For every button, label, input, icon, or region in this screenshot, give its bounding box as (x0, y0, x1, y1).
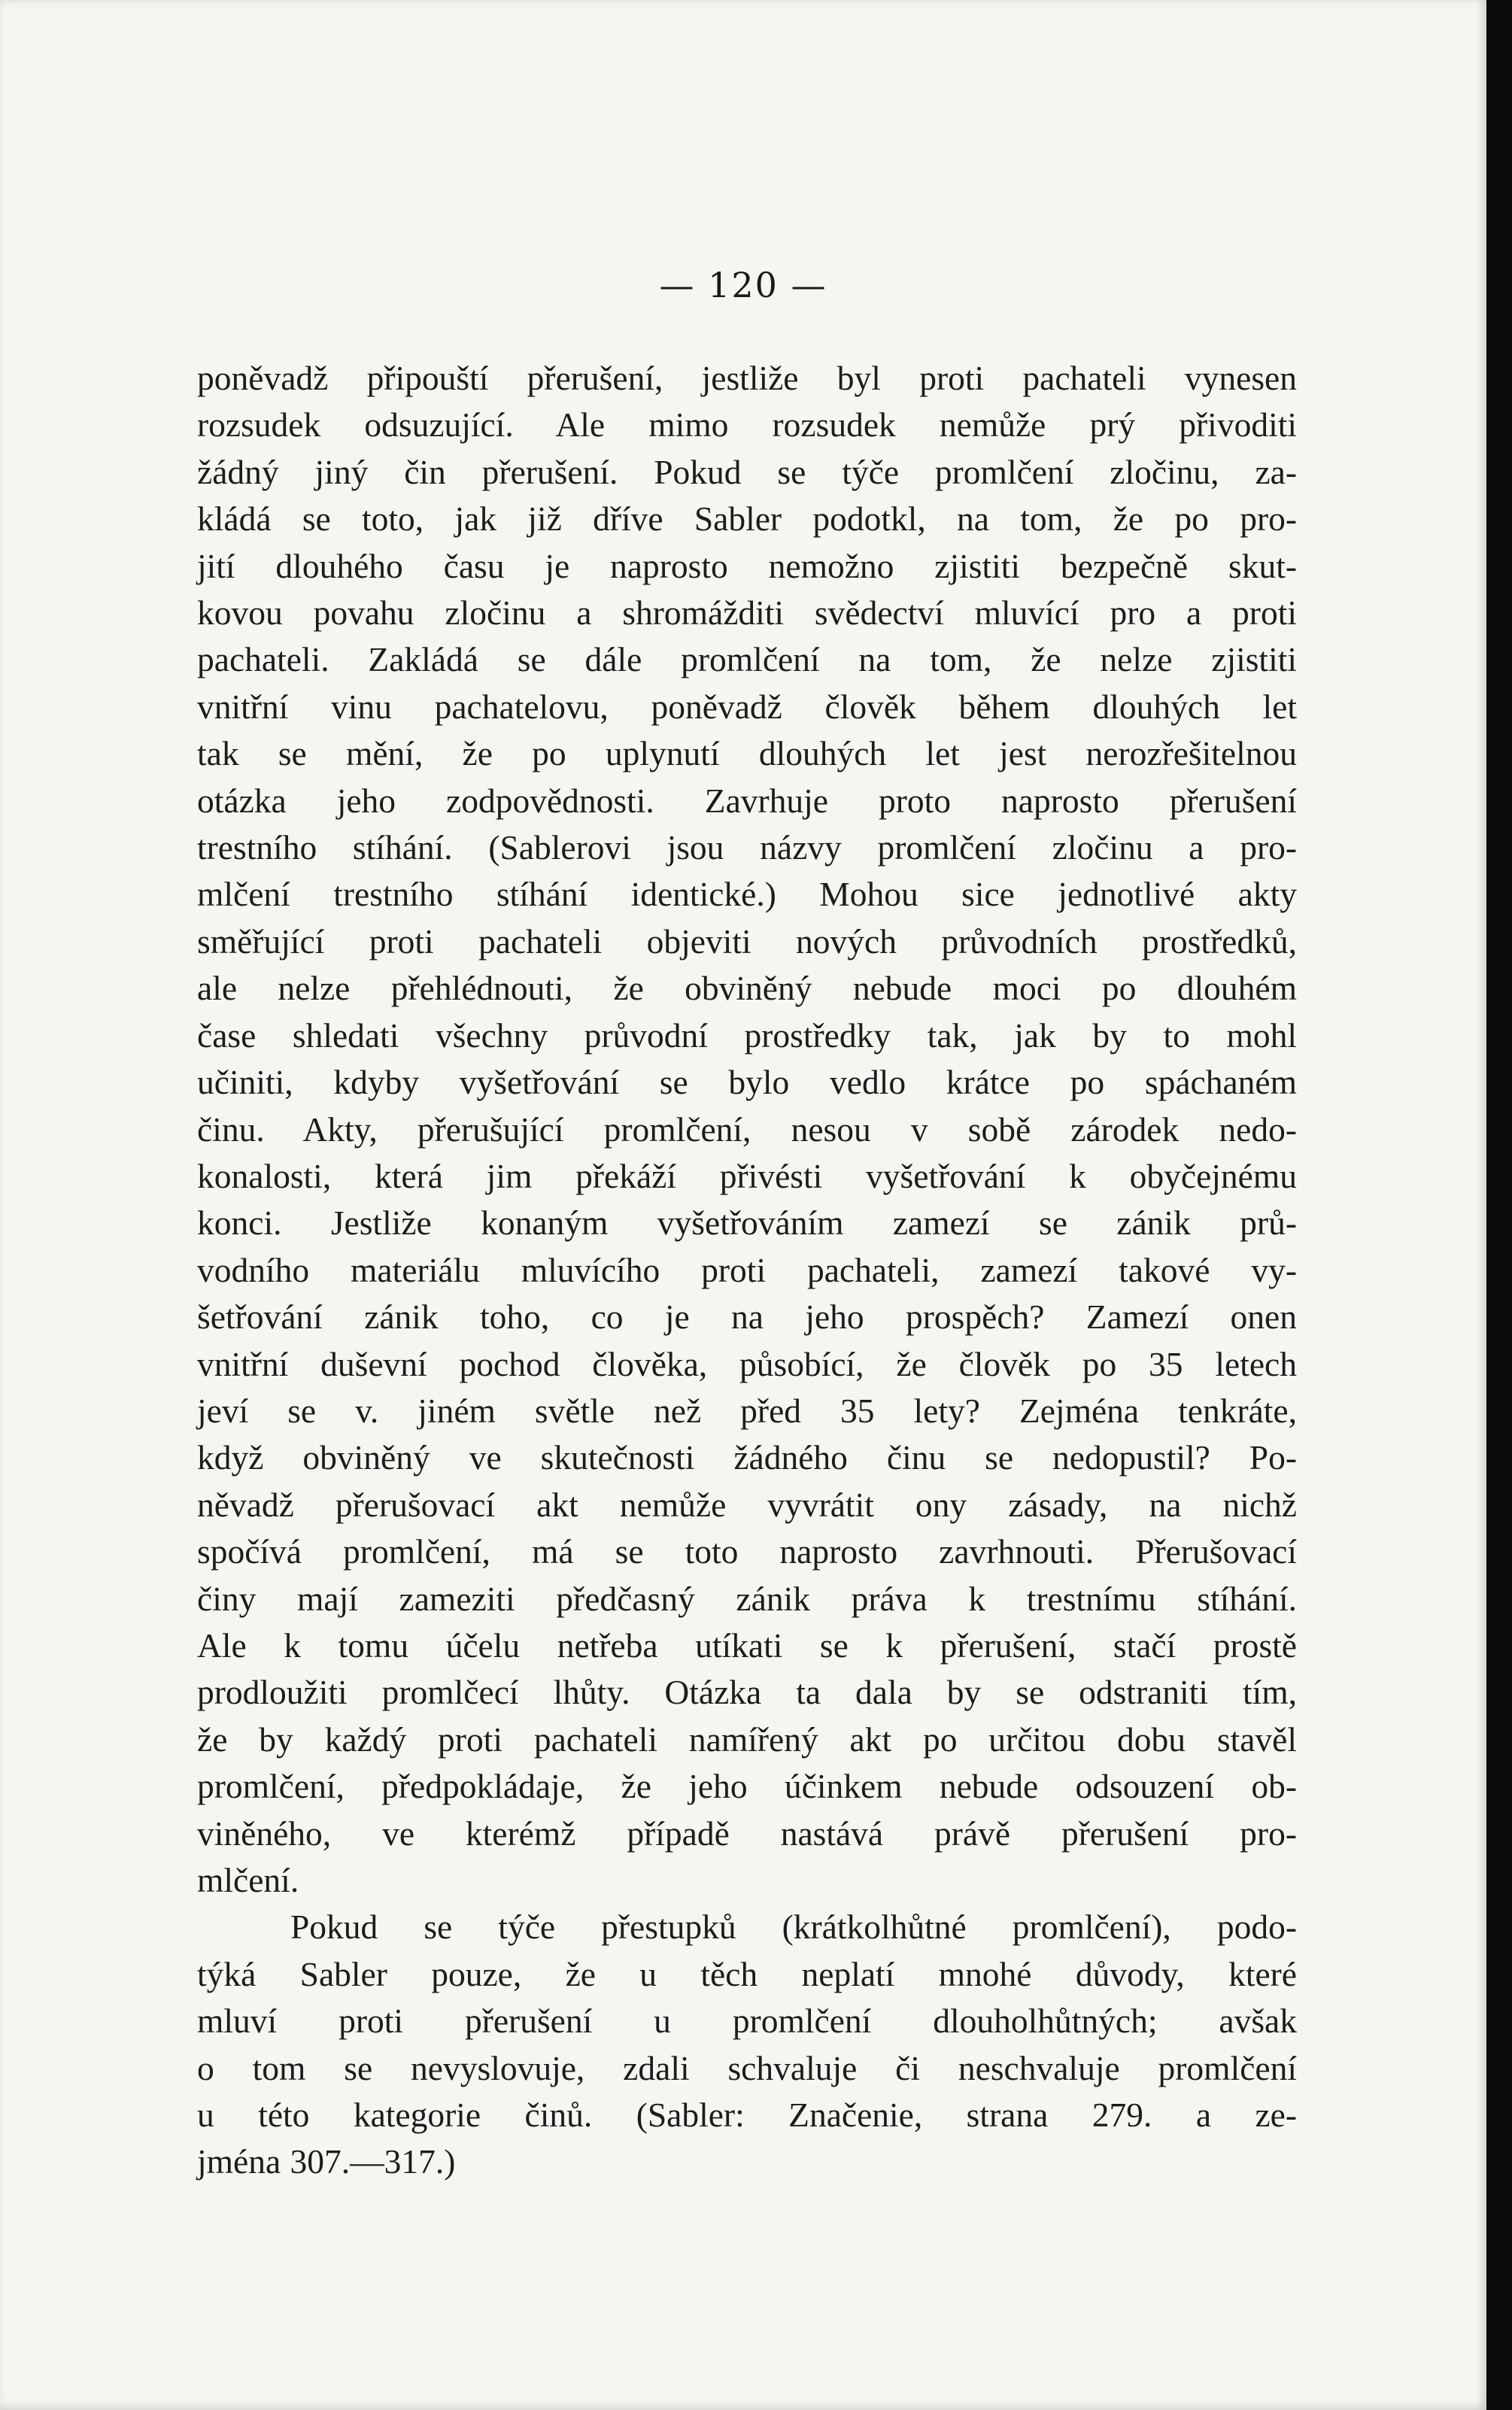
text-line: o tom se nevyslovuje, zdali schvaluje či neschvaluje promlčení (197, 2048, 1297, 2087)
body-text (197, 355, 1297, 2186)
text-line: šetřování zánik toho, co je na jeho prospěch? Zamezí onen (197, 1298, 1297, 1337)
text-line: spočívá promlčení, má se toto naprosto zavrhnouti. Přerušovací (197, 1532, 1297, 1571)
text-line: kládá se toto, jak již dříve Sabler podotkl, na tom, že po pro- (197, 499, 1297, 539)
text-line: Ale k tomu účelu netřeba utíkati se k přerušení, stačí prostě (197, 1625, 1297, 1665)
text-line: otázka jeho zodpovědnosti. Zavrhuje proto naprosto přerušení (197, 781, 1297, 820)
text-line: mlčení trestního stíhání identické.) Mohou sice jednotlivé akty (197, 875, 1297, 914)
scan-edge-border (1486, 0, 1512, 2410)
text-line: vnitřní duševní pochod člověka, působící, že člověk po 35 letech (197, 1344, 1297, 1383)
text-line: vodního materiálu mluvícího proti pachateli, zamezí takové vy- (197, 1250, 1297, 1289)
text-line: žádný jiný čin přerušení. Pokud se týče promlčení zločinu, za- (197, 452, 1297, 491)
text-line: poněvadž připouští přerušení, jestliže byl proti pachateli vynesen (197, 359, 1297, 397)
text-line: učiniti, kdyby vyšetřování se bylo vedlo krátce po spáchaném (197, 1063, 1297, 1102)
text-line: vnitřní vinu pachatelovu, poněvadž člověk během dlouhých let (197, 687, 1297, 726)
paragraph-2 (197, 1904, 1297, 2185)
text-line: trestního stíhání. (Sablerovi jsou názvy promlčení zločinu a pro- (197, 828, 1297, 867)
text-line: jeví se v. jiném světle než před 35 lety? Zejména tenkráte, (197, 1391, 1297, 1430)
text-line: ale nelze přehlédnouti, že obviněný nebude moci po dlouhém (197, 969, 1297, 1008)
text-line: u této kategorie činů. (Sabler: Značenie, strana 279. a ze- (197, 2096, 1297, 2135)
page-number: — 120 — (659, 265, 827, 305)
paragraph-1 (197, 355, 1297, 1904)
text-line: Pokud se týče přestupků (krátkolhůtné promlčení), podo- (290, 1908, 1297, 1947)
text-line: čase shledati všechny průvodní prostředky tak, jak by to mohl (197, 1015, 1297, 1055)
text-line: mlčení. (197, 1861, 299, 1899)
text-line: činy mají zameziti předčasný zánik práva k trestnímu stíhání. (197, 1579, 1297, 1618)
text-line: něvadž přerušovací akt nemůže vyvrátit ony zásady, na nichž (197, 1485, 1297, 1524)
text-line: když obviněný ve skutečnosti žádného činu se nedopustil? Po- (197, 1438, 1297, 1477)
text-line: kovou povahu zločinu a shromážditi svědectví mluvící pro a proti (197, 593, 1297, 633)
text-line: že by každý proti pachateli namířený akt po určitou dobu stavěl (197, 1719, 1297, 1759)
text-line: týká Sabler pouze, že u těch neplatí mnohé důvody, které (197, 1954, 1297, 1993)
text-line: rozsudek odsuzující. Ale mimo rozsudek nemůže prý přivoditi (197, 405, 1297, 445)
text-line: konalosti, která jim překáží přivésti vyšetřování k obyčejnému (197, 1156, 1297, 1195)
text-line: prodloužiti promlčecí lhůty. Otázka ta dala by se odstraniti tím, (197, 1673, 1297, 1712)
text-line: jití dlouhého času je naprosto nemožno zjistiti bezpečně skut- (197, 546, 1297, 585)
text-line: tak se mění, že po uplynutí dlouhých let jest nerozřešitelnou (197, 734, 1297, 773)
text-line: pachateli. Zakládá se dále promlčení na tom, že nelze zjistiti (197, 640, 1297, 679)
text-line: mluví proti přerušení u promlčení dlouholhůtných; avšak (197, 2002, 1297, 2041)
text-line: jména 307.—317.) (197, 2142, 456, 2181)
text-line: činu. Akty, přerušující promlčení, nesou v sobě zárodek nedo- (197, 1109, 1297, 1149)
text-line: viněného, ve kterémž případě nastává právě přerušení pro- (197, 1814, 1297, 1853)
text-line: směřující proti pachateli objeviti nových průvodních prostředků, (197, 921, 1297, 961)
text-line: promlčení, předpokládaje, že jeho účinkem nebude odsouzení ob- (197, 1767, 1297, 1806)
text-line: konci. Jestliže konaným vyšetřováním zamezí se zánik prů- (197, 1203, 1297, 1243)
